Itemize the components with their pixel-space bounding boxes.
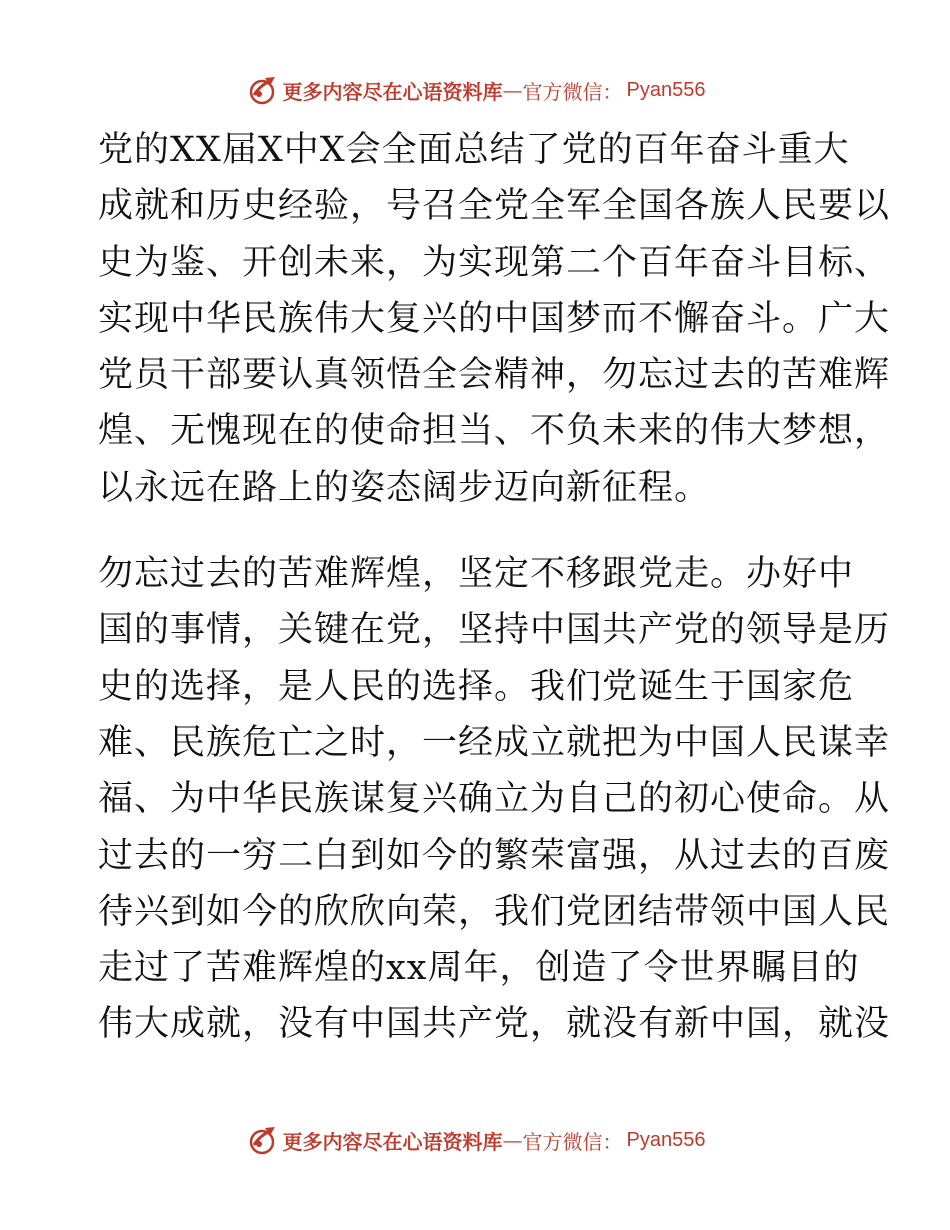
text-line: 国的事情，关键在党，坚持中国共产党的领导是历 <box>98 610 891 651</box>
header-wechat-id: Pyan556 <box>626 78 706 101</box>
header-wechat-label: 官方微信： <box>522 79 623 104</box>
footer-wechat-id: Pyan556 <box>626 1128 706 1151</box>
page-header-banner <box>0 70 950 110</box>
text-line: 待兴到如今的欣欣向荣，我们党团结带领中国人民 <box>98 891 891 932</box>
text-line: 史为鉴、开创未来，为实现第二个百年奋斗目标、 <box>98 242 891 283</box>
text-line: 以永远在路上的姿态阔步迈向新征程。 <box>98 467 711 508</box>
text-line: 史的选择，是人民的选择。我们党诞生于国家危 <box>98 666 855 707</box>
text-line: 勿忘过去的苦难辉煌，坚定不移跟党走。办好中 <box>98 554 855 595</box>
text-line: 党员干部要认真领悟全会精神，勿忘过去的苦难辉 <box>98 355 891 396</box>
text-line: 成就和历史经验，号召全党全军全国各族人民要以 <box>98 186 891 227</box>
paragraph-1 <box>98 122 891 516</box>
header-separator: — <box>502 78 521 102</box>
document-body <box>98 122 891 1053</box>
text-line: 福、为中华民族谋复兴确立为自己的初心使命。从 <box>98 779 891 820</box>
header-site-text: 更多内容尽在心语资料库 <box>282 79 503 104</box>
text-line: 走过了苦难辉煌的xx周年，创造了令世界瞩目的 <box>98 948 860 989</box>
text-line: 伟大成就，没有中国共产党，就没有新中国，就没 <box>98 1004 891 1045</box>
text-line: 过去的一穷二白到如今的繁荣富强，从过去的百废 <box>98 835 891 876</box>
text-line: 党的XX届X中X会全面总结了党的百年奋斗重大 <box>98 130 850 170</box>
footer-wechat-label: 官方微信： <box>522 1129 623 1154</box>
xinyu-logo-icon <box>245 1123 279 1157</box>
text-line: 煌、无愧现在的使命担当、不负未来的伟大梦想， <box>98 411 891 452</box>
text-line: 难、民族危亡之时，一经成立就把为中国人民谋幸 <box>98 722 891 763</box>
xinyu-logo-icon <box>245 73 279 107</box>
text-line: 实现中华民族伟大复兴的中国梦而不懈奋斗。广大 <box>98 298 891 339</box>
footer-separator: — <box>502 1128 521 1152</box>
footer-site-text: 更多内容尽在心语资料库 <box>282 1129 503 1154</box>
page-footer-banner <box>0 1120 950 1160</box>
paragraph-2 <box>98 546 891 1053</box>
